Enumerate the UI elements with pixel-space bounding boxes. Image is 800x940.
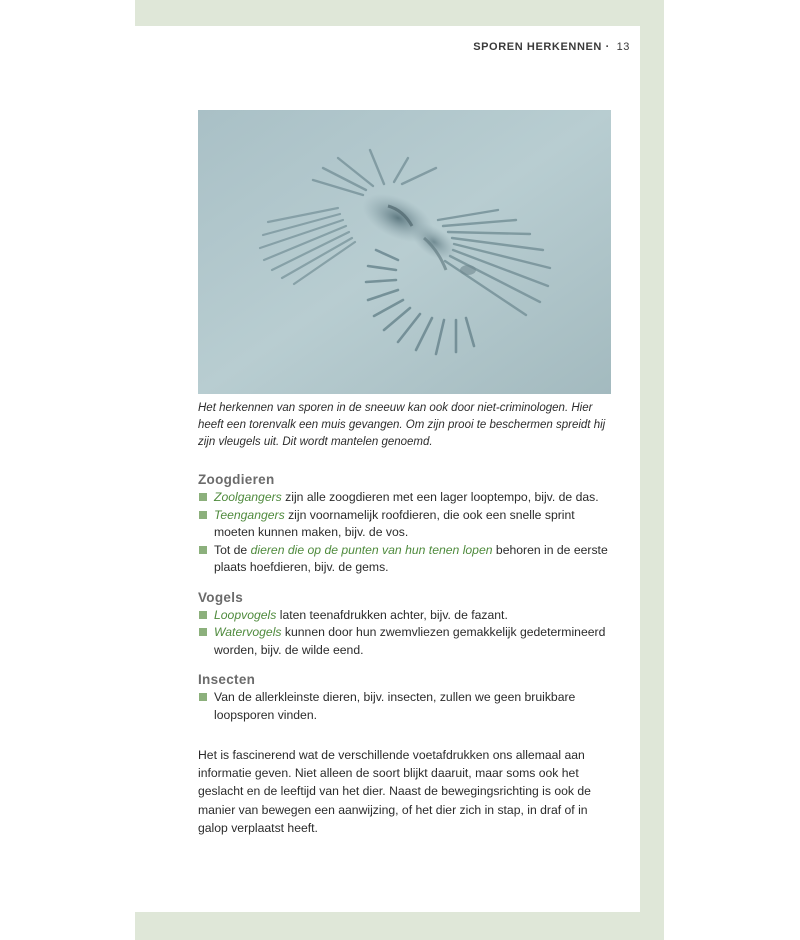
list-item: Watervogels kunnen door hun zwemvliezen gemakkelijk gedetermineerd worden, bijv. de wilde eend. <box>198 624 611 659</box>
bullet-list <box>198 607 611 660</box>
bullet-list <box>198 689 611 724</box>
bullet-list <box>198 489 611 577</box>
list-item: Van de allerkleinste dieren, bijv. insecten, zullen we geen bruikbare loopsporen vinden. <box>198 689 611 724</box>
closing-paragraph: Het is fascinerend wat de verschillende voetafdrukken ons allemaal aan informatie geven. Niet alleen de soort blijkt daaruit, maar soms ook het geslacht en de leeftijd van het dier. Naast de bewegingsrichting is ook de manier van bewegen een aanwijzing, of het dier zich in stap, in draf of in galop verplaatst heeft. <box>198 748 591 835</box>
section-heading: Zoogdieren <box>198 472 275 487</box>
highlighted-term: Zoolgangers <box>214 490 282 504</box>
list-item: Zoolgangers zijn alle zoogdieren met een lager looptempo, bijv. de das. <box>198 489 611 507</box>
section-vogels <box>198 589 611 660</box>
highlighted-term: dieren die op de punten van hun tenen lopen <box>250 542 493 557</box>
snow-tracks-photo <box>198 110 611 394</box>
highlighted-term: Teengangers <box>214 507 285 522</box>
square-bullet-icon <box>199 546 207 554</box>
square-bullet-icon <box>199 493 207 501</box>
running-head <box>473 41 630 53</box>
list-item: Tot de dieren die op de punten van hun tenen lopen behoren in de eerste plaats hoefdieren, bijv. de gems. <box>198 542 611 577</box>
main-content <box>198 471 611 837</box>
running-head-separator: · <box>605 41 610 53</box>
highlighted-term: Loopvogels <box>214 607 277 622</box>
photo-caption: Het herkennen van sporen in de sneeuw kan ook door niet-criminologen. Hier heeft een torenvalk een muis gevangen. Om zijn prooi te beschermen spreidt hij zijn vleugels uit. Dit wordt mantelen genoemd. <box>198 402 606 448</box>
list-item: Teengangers zijn voornamelijk roofdieren, die ook een snelle sprint moeten kunnen maken, bijv. de vos. <box>198 507 611 542</box>
square-bullet-icon <box>199 511 207 519</box>
square-bullet-icon <box>199 693 207 701</box>
square-bullet-icon <box>199 628 207 636</box>
running-title: SPOREN HERKENNEN <box>473 41 602 53</box>
book-page <box>135 26 640 912</box>
page-number: 13 <box>616 41 630 53</box>
square-bullet-icon <box>199 611 207 619</box>
section-heading: Vogels <box>198 589 244 605</box>
section-heading: Insecten <box>198 672 256 687</box>
section-zoogdieren <box>198 471 611 577</box>
highlighted-term: Watervogels <box>214 625 282 639</box>
section-insecten <box>198 671 611 724</box>
list-item: Loopvogels laten teenafdrukken achter, bijv. de fazant. <box>198 607 611 625</box>
